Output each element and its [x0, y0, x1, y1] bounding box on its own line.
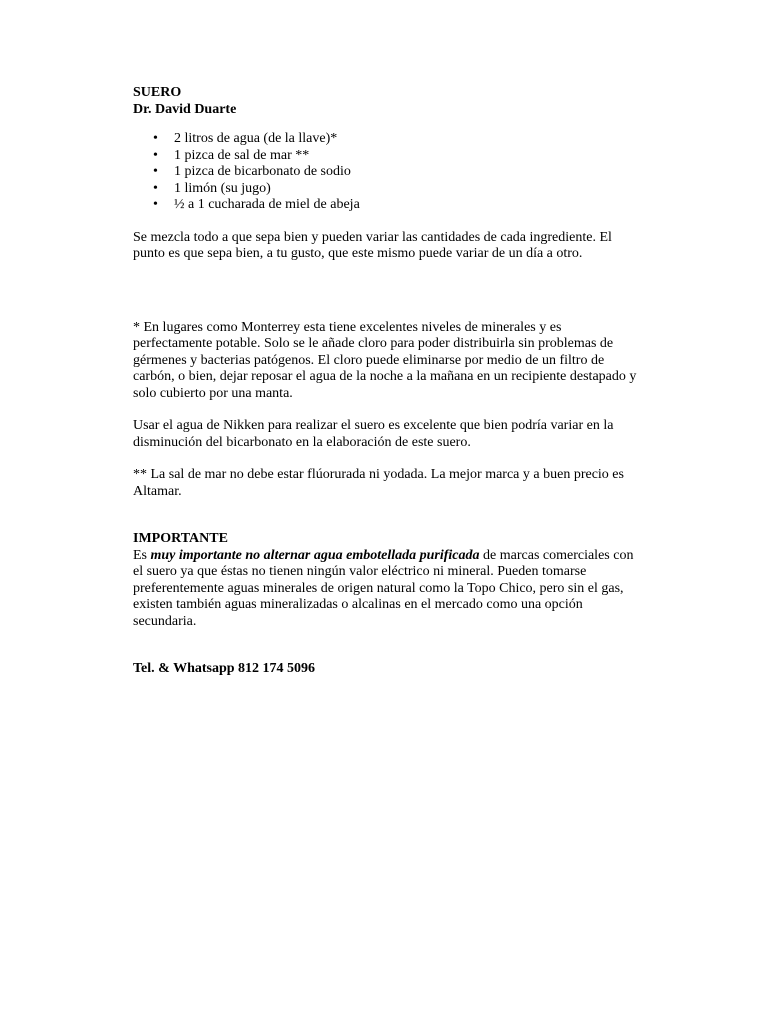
bullet-icon: •: [153, 164, 158, 179]
list-item: [133, 148, 643, 165]
mix-paragraph: Se mezcla todo a que sepa bien y pueden variar las cantidades de cada ingrediente. El punto es que sepa bien, a tu gusto, que este mismo puede variar de un día a otro.: [133, 229, 612, 261]
important-heading: IMPORTANTE: [133, 531, 228, 546]
document-title: SUERO: [133, 85, 182, 100]
bullet-icon: •: [153, 147, 158, 163]
ingredient-list: [133, 131, 643, 214]
salt-note-paragraph: ** La sal de mar no debe estar flúorurada ni yodada. La mejor marca y a buen precio es Altamar.: [133, 467, 624, 499]
bullet-icon: •: [153, 131, 158, 146]
important-emphasis: muy importante no alternar agua embotellada purificada: [150, 547, 480, 563]
document-author: Dr. David Duarte: [133, 101, 237, 117]
ingredient-text: 1 pizca de bicarbonato de sodio: [174, 164, 351, 179]
list-item: [133, 131, 643, 148]
important-paragraph: [133, 548, 643, 631]
list-item: [133, 164, 643, 181]
bullet-icon: •: [153, 180, 158, 196]
ingredient-text: ½ a 1 cucharada de miel de abeja: [174, 197, 360, 212]
list-item: [133, 181, 643, 198]
list-item: [133, 197, 643, 214]
important-lead: Es: [133, 547, 151, 563]
document-content: [133, 85, 643, 678]
water-note-paragraph: * En lugares como Monterrey esta tiene excelentes niveles de minerales y es perfectamente potable. Solo se le añade cloro para poder distribuirla sin problemas de gérmenes y bacterias patógenos. El cloro puede eliminarse por medio de un filtro de carbón, o bien, dejar reposar el agua de la noche a la mañana en un recipiente destapado y solo cubierto por una manta.: [133, 319, 637, 401]
ingredient-text: 1 pizca de sal de mar **: [174, 147, 310, 163]
ingredient-text: 1 limón (su jugo): [174, 180, 271, 196]
bullet-icon: •: [153, 197, 158, 212]
contact-phone: Tel. & Whatsapp 812 174 5096: [133, 661, 316, 676]
important-rest: de marcas comerciales con el suero ya que éstas no tienen ningún valor eléctrico ni mineral. Pueden tomarse preferentemente aguas minerales de origen natural como la Topo Chico, pero sin el gas, existen también aguas mineralizadas o alcalinas en el mercado como una opción secundaria.: [133, 547, 634, 629]
ingredient-text: 2 litros de agua (de la llave)*: [174, 131, 338, 146]
nikken-paragraph: Usar el agua de Nikken para realizar el suero es excelente que bien podría variar en la disminución del bicarbonato en la elaboración de este suero.: [133, 418, 614, 450]
title-block: [133, 85, 643, 118]
